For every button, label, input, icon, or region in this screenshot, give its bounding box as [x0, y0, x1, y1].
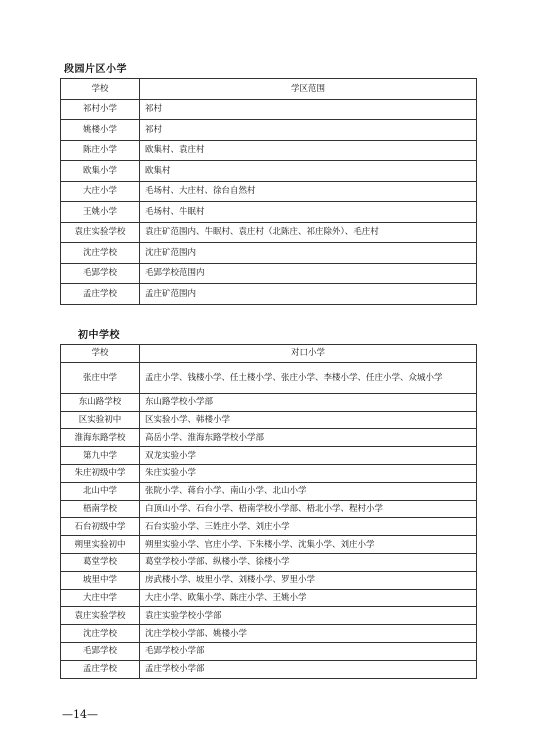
table-row — [61, 393, 477, 411]
column-header-school: 学校 — [61, 79, 140, 100]
table-row — [61, 411, 477, 429]
district-range-cell: 毛场村、牛眠村 — [140, 202, 477, 223]
table-row — [61, 181, 477, 202]
school-name-cell: 毛郢学校 — [61, 642, 140, 660]
school-name-cell: 东山路学校 — [61, 393, 140, 411]
table-row — [61, 243, 477, 264]
feeder-primary-cell: 东山路学校小学部 — [140, 393, 477, 411]
table-row — [61, 625, 477, 643]
school-name-cell: 区实验初中 — [61, 411, 140, 429]
feeder-primary-cell: 朱庄实验小学 — [140, 464, 477, 482]
school-name-cell: 朱庄初级中学 — [61, 464, 140, 482]
table-row — [61, 140, 477, 161]
school-name-cell: 梧南学校 — [61, 500, 140, 518]
district-range-cell: 毛场村、大庄村、徐台自然村 — [140, 181, 477, 202]
table-row — [61, 607, 477, 625]
table-header-row — [61, 79, 477, 100]
table-row — [61, 464, 477, 482]
district-range-cell: 袁庄矿范围内、牛眠村、袁庄村（北陈庄、祁庄除外）、毛庄村 — [140, 222, 477, 243]
table-row — [61, 589, 477, 607]
feeder-primary-cell: 高岳小学、淮海东路学校小学部 — [140, 429, 477, 447]
school-name-cell: 祁村小学 — [61, 99, 140, 120]
district-range-cell: 欧集村、袁庄村 — [140, 140, 477, 161]
table-row — [61, 536, 477, 554]
school-name-cell: 陈庄小学 — [61, 140, 140, 161]
district-range-cell: 祁村 — [140, 99, 477, 120]
school-name-cell: 葛堂学校 — [61, 553, 140, 571]
feeder-primary-cell: 石台实验小学、三姓庄小学、刘庄小学 — [140, 518, 477, 536]
table-row — [61, 284, 477, 305]
feeder-primary-cell: 毛郢学校小学部 — [140, 642, 477, 660]
table-row — [61, 482, 477, 500]
table-row — [61, 429, 477, 447]
district-range-cell: 沈庄矿范围内 — [140, 243, 477, 264]
page-number: —14— — [62, 708, 98, 721]
table-row — [61, 518, 477, 536]
school-name-cell: 王姚小学 — [61, 202, 140, 223]
school-name-cell: 孟庄学校 — [61, 660, 140, 678]
school-name-cell: 石台初级中学 — [61, 518, 140, 536]
feeder-primary-cell: 朔里实验小学、官庄小学、下朱楼小学、沈集小学、刘庄小学 — [140, 536, 477, 554]
primary-school-district-table — [60, 78, 477, 305]
table-header-row — [61, 345, 477, 363]
table-row — [61, 447, 477, 465]
district-range-cell: 祁村 — [140, 120, 477, 141]
school-name-cell: 袁庄实验学校 — [61, 222, 140, 243]
school-name-cell: 姚楼小学 — [61, 120, 140, 141]
school-name-cell: 大庄小学 — [61, 181, 140, 202]
column-header-district: 学区范围 — [140, 79, 477, 100]
column-header-feeder: 对口小学 — [140, 345, 477, 363]
feeder-primary-cell: 孟庄小学、钱楼小学、任土楼小学、张庄小学、李楼小学、任庄小学、众城小学 — [140, 362, 477, 393]
feeder-primary-cell: 孟庄学校小学部 — [140, 660, 477, 678]
section2-title: 初中学校 — [78, 330, 120, 341]
feeder-primary-cell: 房武楼小学、坡里小学、刘楼小学、罗里小学 — [140, 571, 477, 589]
middle-school-table — [60, 344, 477, 679]
section1-title: 段园片区小学 — [64, 64, 127, 75]
table-row — [61, 642, 477, 660]
table-row — [61, 362, 477, 393]
district-range-cell: 欧集村 — [140, 161, 477, 182]
feeder-primary-cell: 沈庄学校小学部、姚楼小学 — [140, 625, 477, 643]
feeder-primary-cell: 白顶山小学、石台小学、梧南学校小学部、梧北小学、程村小学 — [140, 500, 477, 518]
table-row — [61, 99, 477, 120]
feeder-primary-cell: 张院小学、蒋台小学、南山小学、北山小学 — [140, 482, 477, 500]
school-name-cell: 欧集小学 — [61, 161, 140, 182]
school-name-cell: 大庄中学 — [61, 589, 140, 607]
school-name-cell: 袁庄实验学校 — [61, 607, 140, 625]
school-name-cell: 毛郢学校 — [61, 263, 140, 284]
feeder-primary-cell: 区实验小学、韩楼小学 — [140, 411, 477, 429]
table-row — [61, 161, 477, 182]
table-row — [61, 500, 477, 518]
school-name-cell: 坡里中学 — [61, 571, 140, 589]
table-row — [61, 222, 477, 243]
district-range-cell: 毛郢学校范围内 — [140, 263, 477, 284]
feeder-primary-cell: 葛堂学校小学部、纵楼小学、徐楼小学 — [140, 553, 477, 571]
school-name-cell: 孟庄学校 — [61, 284, 140, 305]
school-name-cell: 淮海东路学校 — [61, 429, 140, 447]
school-name-cell: 张庄中学 — [61, 362, 140, 393]
district-range-cell: 孟庄矿范围内 — [140, 284, 477, 305]
school-name-cell: 朔里实验初中 — [61, 536, 140, 554]
table-row — [61, 553, 477, 571]
column-header-school: 学校 — [61, 345, 140, 363]
feeder-primary-cell: 双龙实验小学 — [140, 447, 477, 465]
school-name-cell: 沈庄学校 — [61, 243, 140, 264]
table-row — [61, 202, 477, 223]
feeder-primary-cell: 大庄小学、欧集小学、陈庄小学、王姚小学 — [140, 589, 477, 607]
table-row — [61, 660, 477, 678]
school-name-cell: 第九中学 — [61, 447, 140, 465]
table-row — [61, 571, 477, 589]
table-row — [61, 120, 477, 141]
table-row — [61, 263, 477, 284]
school-name-cell: 北山中学 — [61, 482, 140, 500]
feeder-primary-cell: 袁庄实验学校小学部 — [140, 607, 477, 625]
school-name-cell: 沈庄学校 — [61, 625, 140, 643]
